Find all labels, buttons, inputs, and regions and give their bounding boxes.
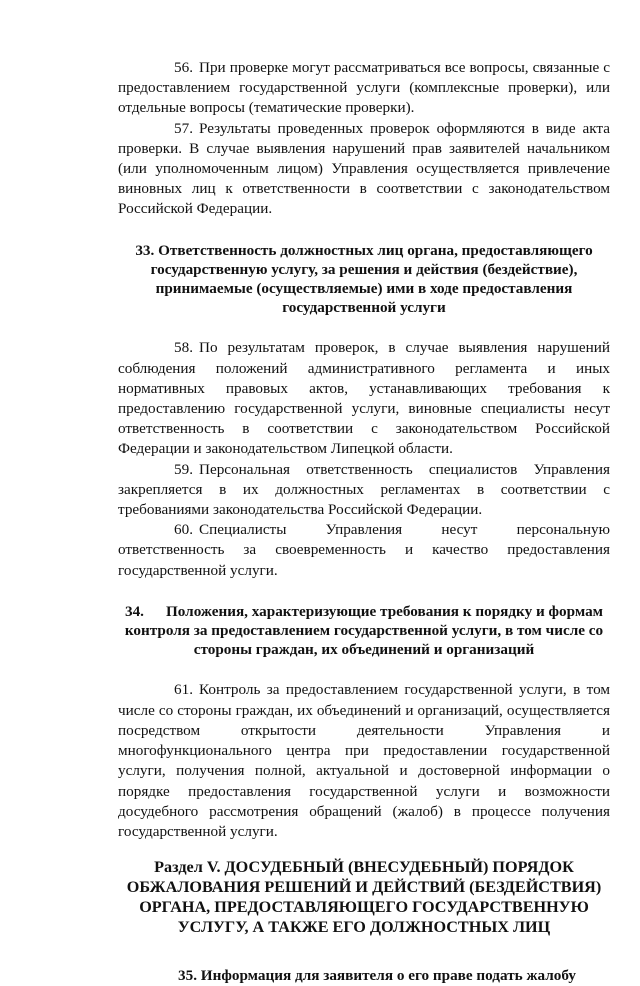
paragraph-number: 58.	[174, 339, 193, 357]
heading-35: 35. Информация для заявителя о его праве подать жалобу	[178, 967, 576, 985]
section-5-title: Раздел V. ДОСУДЕБНЫЙ (ВНЕСУДЕБНЫЙ) ПОРЯДОК ОБЖАЛОВАНИЯ РЕШЕНИЙ И ДЕЙСТВИЙ (БЕЗДЕЙСТВИЯ) ОРГАНА, ПРЕДОСТАВЛЯЮЩЕГО ГОСУДАРСТВЕННУЮ УСЛУГУ, А ТАКЖЕ ЕГО ДОЛЖНОСТНЫХ ЛИЦ	[126, 858, 602, 936]
paragraph-58	[118, 338, 610, 459]
paragraph-number: 59.	[174, 460, 193, 478]
paragraph-60	[118, 520, 610, 581]
paragraph-number: 57.	[174, 119, 193, 137]
heading-34	[118, 602, 610, 660]
paragraph-number: 61.	[174, 681, 193, 699]
document-page	[118, 58, 610, 986]
paragraph-61	[118, 680, 610, 842]
heading-33: 33. Ответственность должностных лиц органа, предоставляющего государственную услугу, за решения и действия (бездействие), принимаемые (осуществляемые) ими в ходе предоставления государственной услуги	[135, 241, 593, 317]
paragraph-number: 60.	[174, 521, 193, 539]
heading-number: 34.	[124, 602, 144, 620]
paragraph-text: Персональная ответственность специалистов Управления закрепляется в их должностных регламентах в соответствии с требованиями законодательства Российской Федерации.	[118, 460, 610, 519]
heading-text: Положения, характеризующие требования к порядку и формам контроля за предоставлением государственной услуги, в том числе со стороны граждан, их объединений и организаций	[124, 602, 604, 659]
paragraph-text: По результатам проверок, в случае выявления нарушений соблюдения положений административного регламента и иных нормативных правовых актов, устанавливающих требования к предоставлению государственной услуги, виновные специалисты несут ответственность в соответствии с законодательством Российской Федерации и законодательством Липецкой области.	[118, 339, 610, 458]
paragraph-59	[118, 460, 610, 521]
paragraph-text: Результаты проведенных проверок оформляются в виде акта проверки. В случае выявления нарушений прав заявителей начальником (или уполномоченным лицом) Управления осуществляется привлечение виновных лиц к ответственности в соответствии с законодательством Российской Федерации.	[118, 119, 610, 218]
paragraph-text: Контроль за предоставлением государственной услуги, в том числе со стороны граждан, их объединений и организаций, осуществляется посредством открытости деятельности Управления и многофункционального центра при предоставлении государственной услуги, получения полной, актуальной и достоверной информации о порядке предоставления государственной услуги и возможности досудебного рассмотрения обращений (жалоб) в процессе получения государственной услуги.	[118, 681, 610, 840]
paragraph-number: 56.	[174, 59, 193, 76]
paragraph-text: При проверке могут рассматриваться все вопросы, связанные с предоставлением государственной услуги (комплексные проверки), или отдельные вопросы (тематические проверки).	[118, 59, 610, 117]
paragraph-57	[118, 119, 610, 220]
paragraph-text: Специалисты Управления несут персональную ответственность за своевременность и качество предоставления государственной услуги.	[118, 521, 610, 579]
paragraph-56	[118, 58, 610, 119]
